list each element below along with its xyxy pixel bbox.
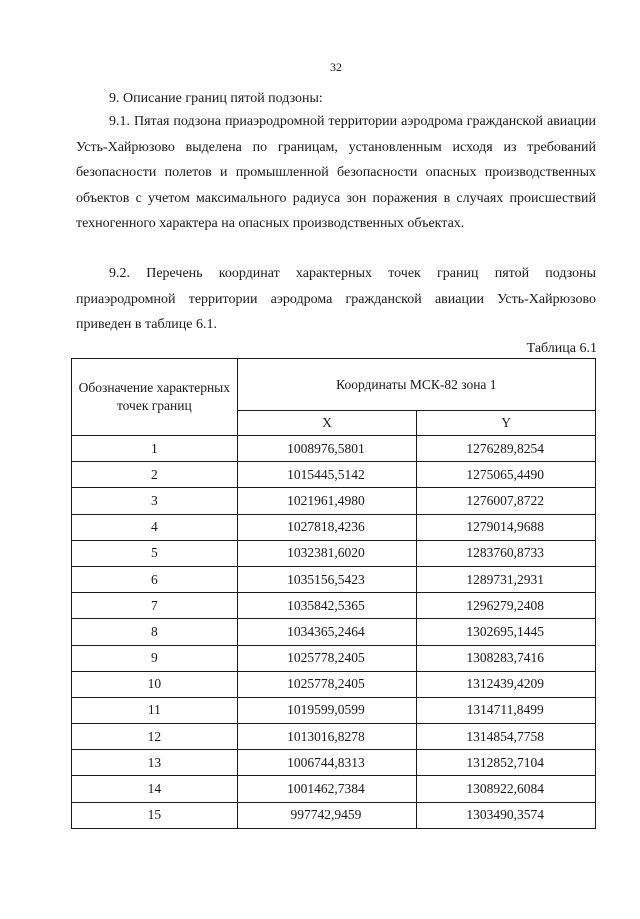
coord-y-cell: 1314711,8499 xyxy=(417,697,596,723)
coord-x-cell: 1015445,5142 xyxy=(237,462,417,488)
table-row xyxy=(72,488,596,514)
table-row xyxy=(72,514,596,540)
coord-y-cell: 1279014,9688 xyxy=(417,514,596,540)
coord-y-cell: 1289731,2931 xyxy=(417,566,596,592)
coord-x-cell: 997742,9459 xyxy=(237,802,417,828)
coord-y-cell: 1283760,8733 xyxy=(417,540,596,566)
table-row xyxy=(72,750,596,776)
coord-y-cell: 1302695,1445 xyxy=(417,619,596,645)
coord-x-cell: 1034365,2464 xyxy=(237,619,417,645)
table-row xyxy=(72,671,596,697)
table-row xyxy=(72,802,596,828)
coord-x-cell: 1035156,5423 xyxy=(237,566,417,592)
table-body xyxy=(72,436,596,829)
header-y: Y xyxy=(417,411,596,436)
table-row xyxy=(72,593,596,619)
point-id-cell: 5 xyxy=(72,540,238,566)
coord-x-cell: 1032381,6020 xyxy=(237,540,417,566)
coord-x-cell: 1025778,2405 xyxy=(237,645,417,671)
point-id-cell: 4 xyxy=(72,514,238,540)
table-row xyxy=(72,436,596,462)
point-id-cell: 11 xyxy=(72,697,238,723)
coord-y-cell: 1276007,8722 xyxy=(417,488,596,514)
point-id-cell: 1 xyxy=(72,436,238,462)
coord-y-cell: 1312439,4209 xyxy=(417,671,596,697)
section-heading: 9. Описание границ пятой подзоны: xyxy=(109,91,323,106)
table-row xyxy=(72,619,596,645)
coord-y-cell: 1314854,7758 xyxy=(417,724,596,750)
page-number: 32 xyxy=(330,60,342,74)
coord-y-cell: 1312852,7104 xyxy=(417,750,596,776)
coordinates-table xyxy=(71,358,596,829)
point-id-cell: 2 xyxy=(72,462,238,488)
coord-y-cell: 1276289,8254 xyxy=(417,436,596,462)
table-row xyxy=(72,697,596,723)
table-caption: Таблица 6.1 xyxy=(526,341,597,356)
paragraph-9-1: 9.1. Пятая подзона приаэродромной территории аэродрома гражданской авиации Усть-Хайрюзово выделена по границам, установленным исходя из требований безопасности полетов и промышленной безопасности опасных производственных объектов с учетом максимального радиуса зон поражения в случаях происшествий техногенного характера на опасных производственных объектах. xyxy=(76,114,596,231)
header-coordinates: Координаты МСК-82 зона 1 xyxy=(237,359,595,411)
point-id-cell: 3 xyxy=(72,488,238,514)
point-id-cell: 9 xyxy=(72,645,238,671)
point-id-cell: 8 xyxy=(72,619,238,645)
point-id-cell: 10 xyxy=(72,671,238,697)
coord-x-cell: 1025778,2405 xyxy=(237,671,417,697)
coord-x-cell: 1001462,7384 xyxy=(237,776,417,802)
table-row xyxy=(72,645,596,671)
coord-x-cell: 1013016,8278 xyxy=(237,724,417,750)
point-id-cell: 6 xyxy=(72,566,238,592)
coord-x-cell: 1021961,4980 xyxy=(237,488,417,514)
point-id-cell: 14 xyxy=(72,776,238,802)
table-row xyxy=(72,540,596,566)
coord-x-cell: 1008976,5801 xyxy=(237,436,417,462)
coord-y-cell: 1303490,3574 xyxy=(417,802,596,828)
coord-x-cell: 1027818,4236 xyxy=(237,514,417,540)
header-points: Обозначение характерных точек границ xyxy=(72,359,238,436)
coord-y-cell: 1308922,6084 xyxy=(417,776,596,802)
table-row xyxy=(72,724,596,750)
coord-x-cell: 1035842,5365 xyxy=(237,593,417,619)
coord-y-cell: 1275065,4490 xyxy=(417,462,596,488)
table-row xyxy=(72,566,596,592)
point-id-cell: 12 xyxy=(72,724,238,750)
table-row xyxy=(72,776,596,802)
point-id-cell: 15 xyxy=(72,802,238,828)
point-id-cell: 13 xyxy=(72,750,238,776)
table-row xyxy=(72,462,596,488)
coord-y-cell: 1296279,2408 xyxy=(417,593,596,619)
point-id-cell: 7 xyxy=(72,593,238,619)
header-x: X xyxy=(237,411,417,436)
coord-x-cell: 1006744,8313 xyxy=(237,750,417,776)
coord-y-cell: 1308283,7416 xyxy=(417,645,596,671)
coord-x-cell: 1019599,0599 xyxy=(237,697,417,723)
paragraph-9-2: 9.2. Перечень координат характерных точек границ пятой подзоны приаэродромной территории аэродрома гражданской авиации Усть-Хайрюзово приведен в таблице 6.1. xyxy=(76,266,596,332)
